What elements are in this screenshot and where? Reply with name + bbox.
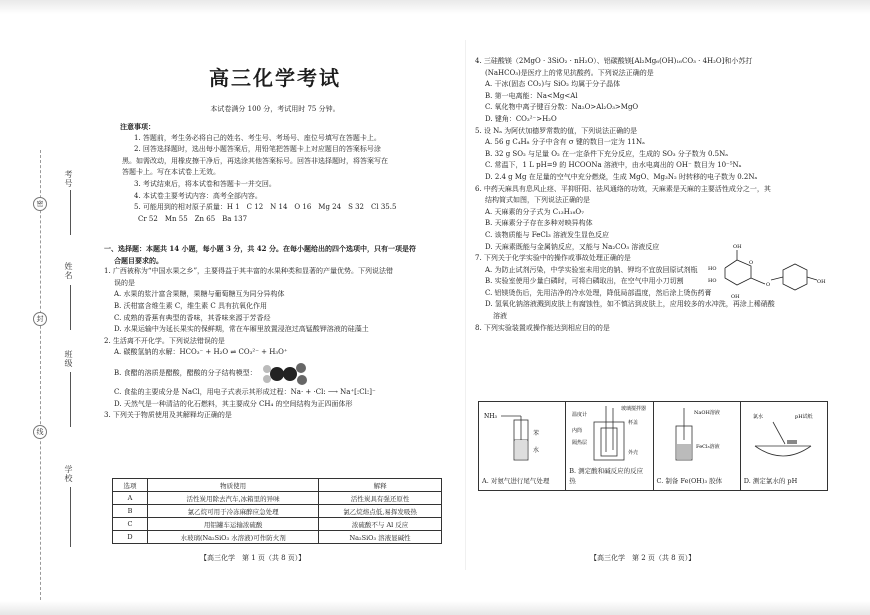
- mol-ho: HO: [708, 278, 717, 284]
- q1-option: A. 水果的浆汁富含果糖，果糖与葡萄糖互为同分异构体: [114, 290, 285, 299]
- q2-option: D. 天然气是一种清洁的化石燃料，其主要成分 CH₄ 的空间结构为正四面体形: [114, 399, 353, 408]
- notice-line: 黑。如需改动，用橡皮擦干净后，再选涂其他答案标号。回答非选择题时，将答案写在: [122, 156, 388, 165]
- calorimeter-icon: [566, 402, 652, 464]
- q2-option-b-text: B. 食醋的溶质是醋酸，醋酸的分子结构模型：: [114, 368, 257, 377]
- q7-option: B. 实验室使用少量白磷时，可将白磷取出，在空气中用小刀切割: [485, 277, 684, 286]
- q8-stem: 8. 下列实验装置或操作能达到相应目的的是: [475, 323, 610, 332]
- notice-line: 4. 本试卷主要考试内容：高考全部内容。: [134, 191, 262, 200]
- scan-bottom-edge: [0, 601, 870, 615]
- notice-line: 2. 回答选择题时，选出每小题答案后，用铅笔把答题卡上对应题目的答案标号涂: [134, 145, 381, 154]
- page-title: 高三化学考试: [209, 66, 341, 90]
- table-cell: B: [113, 505, 148, 518]
- table-header-cell: 解释: [319, 479, 442, 492]
- q3-stem: 3. 下列关于物质使用及其解释均正确的是: [104, 411, 232, 420]
- label-water: 水: [533, 447, 540, 454]
- q5-stem: 5. 设 Nₐ 为阿伏加德罗常数的值，下列说法正确的是: [475, 126, 638, 135]
- fill-line: [70, 285, 71, 330]
- table-cell: 活性炭具有强还原性: [319, 492, 442, 505]
- q6-option: D. 天麻素既能与金属钠反应，又能与 Na₂CO₃ 溶液反应: [485, 242, 660, 251]
- label-ph-paper: pH试纸: [794, 414, 813, 420]
- q7-option: A. 为防止试剂污染，中学实验室未用完的钠、钾均不宜放回原试剂瓶: [485, 265, 698, 274]
- table-cell: D: [113, 531, 148, 544]
- label-benzene: 苯: [533, 430, 540, 437]
- notice-block: [120, 121, 450, 225]
- table-cell: 氯乙烷熔点低,易挥发吸热: [319, 505, 442, 518]
- caption-b: B. 测定酸和碱反应的反应热: [569, 467, 644, 485]
- acetic-acid-model-icon: [259, 361, 309, 385]
- label-thermometer: 温度计: [572, 412, 588, 418]
- notice-line: Cr 52 Mn 55 Zn 65 Ba 137: [138, 214, 248, 223]
- notice-line: 5. 可能用到的相对原子质量：H 1 C 12 N 14 O 16 Mg 24 S 32 Cl 35.5: [134, 203, 397, 212]
- q1-stem-cont: 误的是: [114, 278, 135, 287]
- caption-c: C. 制备 Fe(OH)₃ 胶体: [656, 477, 723, 485]
- table-header-cell: 选项: [113, 479, 148, 492]
- q6-option: B. 天麻素分子存在多种对映异构体: [485, 219, 593, 228]
- page-footer-right: 【高三化学 第 2 页（共 8 页）】: [590, 554, 696, 562]
- q2-stem: 2. 生活离不开化学。下列说法错误的是: [104, 336, 225, 345]
- fe-oh-colloid-icon: [654, 402, 740, 464]
- label-naoh: NaOH溶液: [693, 410, 720, 416]
- fill-line: [70, 190, 71, 235]
- seal-mark: 线: [33, 425, 47, 439]
- q6-stem: 6. 中药天麻具有息风止痉、平抑肝阳、祛风通络的功效，天麻素是天麻的主要活性成分之一，其: [475, 184, 771, 193]
- q7-option: D. 氢氧化钠溶液溅到皮肤上有腐蚀性，如不慎沾到皮肤上，应用较多的水冲洗，再涂上稀硝酸: [485, 300, 775, 309]
- table-cell: Na₂SiO₃ 溶液显碱性: [319, 531, 442, 544]
- page-footer-left: 【高三化学 第 1 页（共 8 页）】: [200, 554, 306, 562]
- page-divider: [465, 40, 466, 570]
- table-cell: 用铝罐车运输浓硫酸: [148, 518, 319, 531]
- q6-stem-cont: 结构简式如图，下列说法正确的是: [485, 196, 590, 205]
- apparatus-a: [479, 402, 566, 491]
- section-heading: 一、选择题：本题共 14 小题，每小题 3 分，共 42 分。在每小题给出的四个选项中，只有一项是符: [104, 244, 416, 253]
- notice-line: 答题卡上。写在本试卷上无效。: [122, 168, 220, 177]
- q6-option: A. 天麻素的分子式为 C₁₃H₁₈O₇: [485, 207, 584, 216]
- gastrodin-structure-icon: [705, 240, 830, 302]
- table-cell: 水玻璃(Na₂SiO₃ 水溶液)可作防火剂: [148, 531, 319, 544]
- q4-stem: 4. 三硅酸镁（2MgO · 3SiO₂ · nH₂O）、铝碳酸镁[Al₂Mg₆(OH)₁₆CO₃ · 4H₂O]和小苏打: [475, 57, 753, 65]
- table-row: [113, 518, 442, 531]
- seal-mark: 封: [33, 312, 47, 326]
- q2-option: A. 碳酸氢钠的水解：HCO₃⁻ + H₂O ⇌ CO₃²⁻ + H₃O⁺: [114, 348, 288, 357]
- mol-oh: OH: [817, 279, 826, 285]
- q5-option: C. 常温下，1 L pH=9 的 HCOONa 溶液中，由水电离出的 OH⁻ 数目为 10⁻⁵Nₐ: [485, 161, 742, 170]
- mol-oh: OH: [731, 294, 740, 300]
- apparatus-c: [653, 402, 740, 491]
- label-fecl3: FeCl₃溶液: [695, 444, 720, 450]
- binding-label-class: 班级: [64, 350, 73, 368]
- q7-stem: 7. 下列关于化学实验中的操作或事故处理正确的是: [475, 254, 631, 263]
- label-inner: 内筒: [572, 428, 583, 434]
- table-header-cell: 物质使用: [148, 479, 319, 492]
- q8-apparatus-table: [478, 401, 828, 491]
- questions-left: [104, 243, 449, 422]
- caption-d: D. 测定氯水的 pH: [743, 477, 798, 485]
- q3-table: [112, 478, 442, 544]
- q1-option: B. 沃柑富含维生素 C，维生素 C 具有抗氧化作用: [114, 301, 267, 310]
- table-cell: A: [113, 492, 148, 505]
- table-cell: 氯乙烷可用于冷冻麻醉应急处理: [148, 505, 319, 518]
- q7-option-cont: 溶液: [493, 312, 507, 321]
- fill-line: [70, 487, 71, 547]
- q4-option: A. 干冰(固态 CO₂)与 SiO₂ 均属于分子晶体: [485, 80, 621, 89]
- q7-option: C. 铝镁烫伤后，先用洁净的冷水处理，降低局部温度，然后涂上烫伤药膏: [485, 288, 712, 297]
- table-cell: C: [113, 518, 148, 531]
- fill-line: [70, 372, 71, 427]
- exam-info: 本试卷满分 100 分，考试用时 75 分钟。: [210, 105, 340, 113]
- table-row: [113, 505, 442, 518]
- table-row: [113, 492, 442, 505]
- binding-label-exam-number: 考号: [64, 170, 73, 188]
- notice-line: 3. 考试结束后，将本试卷和答题卡一并交回。: [134, 179, 276, 188]
- q1-option: C. 成熟的香蕉有典型的香味，其香味来源于芳香烃: [114, 313, 271, 322]
- seal-mark: 密: [33, 197, 47, 211]
- mol-oh: OH: [733, 244, 742, 250]
- q4-option: D. 键角：CO₃²⁻>H₂O: [485, 114, 557, 123]
- nh3-absorption-icon: [479, 402, 565, 464]
- label-nh3: NH₃: [484, 413, 498, 420]
- apparatus-d: [740, 402, 827, 491]
- label-insulation: 隔热层: [572, 440, 588, 446]
- q5-option: A. 56 g C₄H₈ 分子中含有 σ 键的数目一定为 11Nₐ: [485, 138, 645, 147]
- binding-label-name: 姓名: [64, 262, 73, 280]
- table-header-row: [113, 479, 442, 492]
- notice-heading: 注意事项：: [120, 122, 155, 131]
- q4-option: B. 第一电离能：Na<Mg<Al: [485, 91, 578, 100]
- label-stirrer: 玻璃搅拌器: [621, 406, 647, 412]
- q1-option: D. 水果运输中为延长果实的保鲜期，常在车厢里放置浸泡过高锰酸钾溶液的硅藻土: [114, 325, 369, 334]
- label-lid: 杯盖: [628, 420, 639, 426]
- q2-option: [104, 359, 449, 387]
- q5-option: D. 2.4 g Mg 在足量的空气中充分燃烧，生成 MgO、Mg₃N₂ 时转移的电子数为 0.2Nₐ: [485, 172, 758, 181]
- q6-option: C. 该物质能与 FeCl₃ 溶液发生显色反应: [485, 230, 610, 239]
- mol-o: O: [749, 260, 754, 266]
- q5-option: B. 32 g SO₂ 与足量 O₂ 在一定条件下充分反应，生成的 SO₃ 分子数为 0.5Nₐ: [485, 149, 728, 158]
- binding-line: [40, 150, 42, 600]
- table-row: [479, 402, 828, 491]
- q4-stem-cont: (NaHCO₃)是医疗上的常见抗酸药。下列说法正确的是: [485, 68, 654, 77]
- section-heading-cont: 合题目要求的。: [114, 255, 163, 265]
- label-outer: 外壳: [628, 450, 639, 456]
- table-row: [113, 531, 442, 544]
- q4-option: C. 氧化物中离子键百分数：Na₂O>Al₂O₃>MgO: [485, 103, 639, 112]
- apparatus-b: [566, 402, 653, 491]
- scan-top-edge: [0, 0, 870, 14]
- mol-o: O: [766, 282, 771, 288]
- notice-line: 1. 答题前，考生务必将自己的姓名、考生号、考场号、座位号填写在答题卡上。: [134, 133, 381, 142]
- label-chlorine-water: 氯水: [752, 414, 763, 420]
- mol-ho: HO: [708, 266, 717, 272]
- q1-stem: 1. 广西被称为“中国水果之乡”，主要得益于其丰富的水果种类和显著的产量优势。下列说法错: [104, 267, 394, 276]
- ph-test-icon: [741, 402, 827, 464]
- q2-option: C. 食盐的主要成分是 NaCl，用电子式表示其形成过程：Na· + ·Cl: ⟶ Na⁺[:Cl:]⁻: [114, 387, 376, 396]
- binding-label-school: 学校: [64, 465, 73, 483]
- table-cell: 活性炭用除去汽车,冰箱里的异味: [148, 492, 319, 505]
- table-cell: 浓硫酸不与 Al 反应: [319, 518, 442, 531]
- caption-a: A. 对氨气进行尾气处理: [482, 477, 550, 485]
